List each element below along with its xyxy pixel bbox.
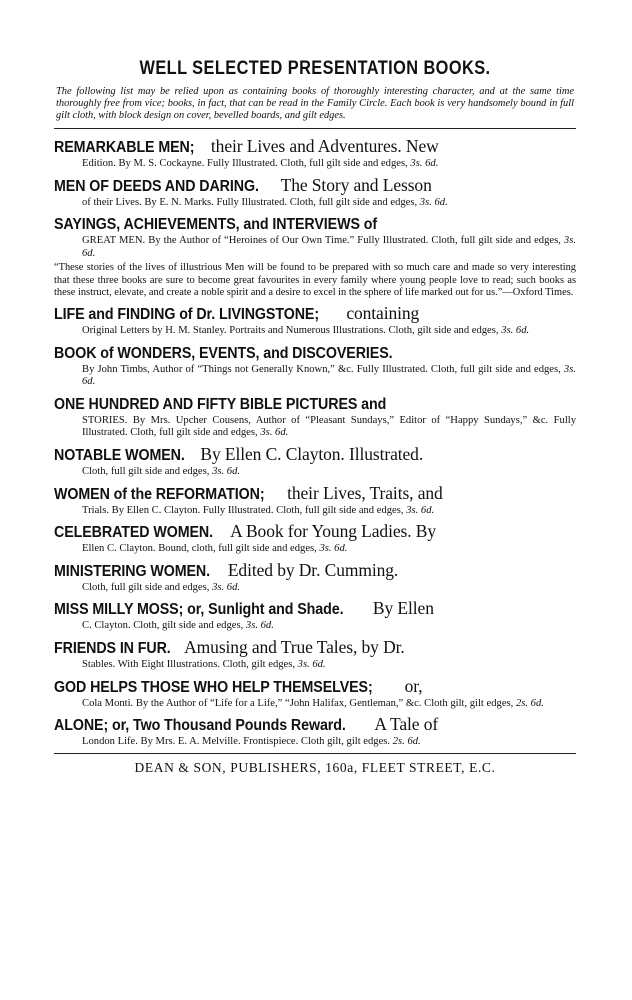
book-entry — [54, 676, 576, 711]
description-text: Stables. With Eight Illustrations. Cloth, gilt edges, — [82, 658, 296, 670]
book-heading — [54, 637, 576, 659]
book-heading — [54, 342, 576, 364]
book-title: MEN OF DEEDS AND DARING. — [54, 177, 259, 195]
book-description — [54, 325, 576, 338]
book-description — [54, 158, 576, 171]
book-heading — [54, 521, 576, 543]
book-subtitle-tail: New — [401, 136, 439, 156]
book-price: 3s. 6d. — [319, 543, 348, 555]
book-subtitle: Amusing and True Tales, by Dr. — [180, 636, 405, 657]
book-title: ALONE; or, Two Thousand Pounds Reward. — [54, 717, 346, 735]
book-price: 3s. 6d. — [297, 658, 326, 670]
book-entry — [54, 598, 576, 633]
book-subtitle: or, — [400, 675, 423, 696]
book-title: LIFE and FINDING of Dr. LIVINGSTONE; — [54, 305, 320, 323]
book-heading — [54, 714, 576, 736]
book-description — [54, 620, 576, 633]
description-text: of their Lives. By E. N. Marks. Fully Illustrated. Cloth, full gilt side and edges, — [82, 196, 418, 208]
book-entry — [54, 175, 576, 210]
book-title: BOOK of WONDERS, EVENTS, and DISCOVERIES. — [54, 344, 393, 362]
book-title: GOD HELPS THOSE WHO HELP THEMSELVES; — [54, 678, 373, 696]
book-subtitle: A Tale of — [371, 714, 439, 735]
book-price: 3s. 6d. — [82, 363, 576, 388]
book-entry — [54, 714, 576, 749]
book-subtitle: their Lives, Traits, and — [282, 482, 443, 503]
description-text: Trials. By Ellen C. Clayton. Fully Illustrated. Cloth, full gilt side and edges, — [82, 504, 404, 516]
book-description — [54, 466, 576, 479]
book-heading — [54, 136, 576, 158]
book-subtitle: The Story and Lesson — [276, 174, 432, 195]
book-entry — [54, 560, 576, 595]
description-text: Cloth, full gilt side and edges, — [82, 465, 210, 477]
book-subtitle: By Ellen C. Clayton. Illustrated. — [196, 443, 424, 464]
book-title: FRIENDS IN FUR. — [54, 639, 171, 657]
book-entry — [54, 136, 576, 171]
book-entry — [54, 444, 576, 479]
book-entry — [54, 303, 576, 338]
book-description — [54, 505, 576, 518]
book-title: MISS MILLY MOSS; or, Sunlight and Shade. — [54, 601, 344, 619]
book-price: 3s. 6d. — [82, 235, 576, 259]
book-heading — [54, 393, 576, 415]
description-text: Ellen C. Clayton. Bound, cloth, full gilt side and edges, — [82, 543, 317, 555]
book-subtitle: A Book for Young Ladies. By — [226, 521, 436, 542]
book-title: MINISTERING WOMEN. — [54, 562, 210, 580]
book-price: 3s. 6d. — [212, 581, 241, 593]
book-description — [54, 582, 576, 595]
book-heading — [54, 444, 576, 466]
book-subtitle: Edited by Dr. Cumming. — [223, 559, 399, 580]
book-description — [54, 364, 576, 389]
book-list — [54, 136, 576, 749]
book-title: ONE HUNDRED AND FIFTY BIBLE PICTURES and — [54, 395, 387, 413]
book-heading — [54, 560, 576, 582]
description-text: By John Timbs, Author of “Things not Generally Known,” &c. Fully Illustrated. Cloth, full gilt side and edges, — [82, 363, 561, 375]
book-title: NOTABLE WOMEN. — [54, 446, 185, 464]
book-entry — [54, 521, 576, 556]
book-entry — [54, 342, 576, 389]
book-title: SAYINGS, ACHIEVEMENTS, and INTERVIEWS of — [54, 216, 378, 234]
book-heading — [54, 303, 576, 325]
book-description — [54, 698, 576, 711]
book-description — [54, 543, 576, 556]
book-entry — [54, 213, 576, 299]
page-title: WELL SELECTED PRESENTATION BOOKS. — [139, 58, 491, 79]
description-text: Cola Monti. By the Author of “Life for a Life,” “John Halifax, Gentleman,” &c. Cloth gilt, gilt edges, — [82, 697, 514, 709]
description-text: Edition. By M. S. Cockayne. Fully Illustrated. Cloth, full gilt side and edges, — [82, 158, 408, 169]
top-rule — [54, 128, 576, 129]
book-description — [54, 197, 576, 210]
book-heading — [54, 598, 576, 620]
review-quote: “These stories of the lives of illustrious Men will be found to be prepared with so much care and made so very interesting that these three books are sure to become great favourites in every family where young people love to read; such books as these instruct, elevate, and create a noble spirit and a desire to excel in the sphere of life marked out for us.”—Oxford Times. — [54, 262, 576, 298]
book-description — [54, 235, 576, 260]
description-text: GREAT MEN. By the Author of “Heroines of Our Own Time.” Fully Illustrated. Cloth, full gilt side and edges, — [82, 235, 561, 247]
book-heading — [54, 213, 576, 235]
book-subtitle: their Lives and Adventures. — [206, 136, 402, 156]
book-description — [54, 736, 576, 749]
description-text: Cloth, full gilt side and edges, — [82, 581, 210, 593]
description-text: STORIES. By Mrs. Upcher Cousens, Author of “Pleasant Sundays,” Editor of “Happy Sundays,” &c. Fully Illustrated. Cloth, full gilt side and edges, — [82, 414, 576, 439]
book-heading — [54, 175, 576, 197]
book-price: 3s. 6d. — [245, 620, 274, 632]
book-price: 2s. 6d. — [392, 736, 421, 748]
book-heading — [54, 676, 576, 698]
description-text: Original Letters by H. M. Stanley. Portraits and Numerous Illustrations. Cloth, gilt side and edges, — [82, 324, 499, 336]
description-text: London Life. By Mrs. E. A. Melville. Frontispiece. Cloth gilt, gilt edges. — [82, 736, 391, 748]
book-subtitle: containing — [342, 302, 420, 323]
book-description — [54, 659, 576, 672]
book-price: 3s. 6d. — [410, 158, 439, 169]
book-subtitle: By Ellen — [368, 598, 434, 619]
book-heading — [54, 483, 576, 505]
description-text: C. Clayton. Cloth, gilt side and edges, — [82, 620, 244, 632]
book-price: 3s. 6d. — [406, 504, 435, 516]
book-title: REMARKABLE MEN; — [54, 139, 195, 156]
book-price: 3s. 6d. — [501, 324, 530, 336]
book-price: 3s. 6d. — [212, 465, 241, 477]
book-price: 3s. 6d. — [260, 427, 289, 439]
book-title: WOMEN of the REFORMATION; — [54, 485, 265, 503]
book-entry — [54, 637, 576, 672]
publisher-footer: DEAN & SON, PUBLISHERS, 160a, FLEET STREET, E.C. — [134, 759, 496, 775]
book-description — [54, 415, 576, 440]
book-entry — [54, 483, 576, 518]
intro-text: The following list may be relied upon as containing books of thoroughly interesting character, and at the same time thoroughly free from vice; books, in fact, that can be read in the Family Circle. Each book is very handsomely bound in full gilt cloth, with block design on cover, bevelled boards, and gilt edges. — [56, 86, 574, 121]
book-price: 3s. 6d. — [419, 196, 448, 208]
book-price: 2s. 6d. — [515, 697, 544, 709]
book-entry — [54, 393, 576, 440]
bottom-rule — [54, 753, 576, 754]
book-title: CELEBRATED WOMEN. — [54, 524, 213, 542]
